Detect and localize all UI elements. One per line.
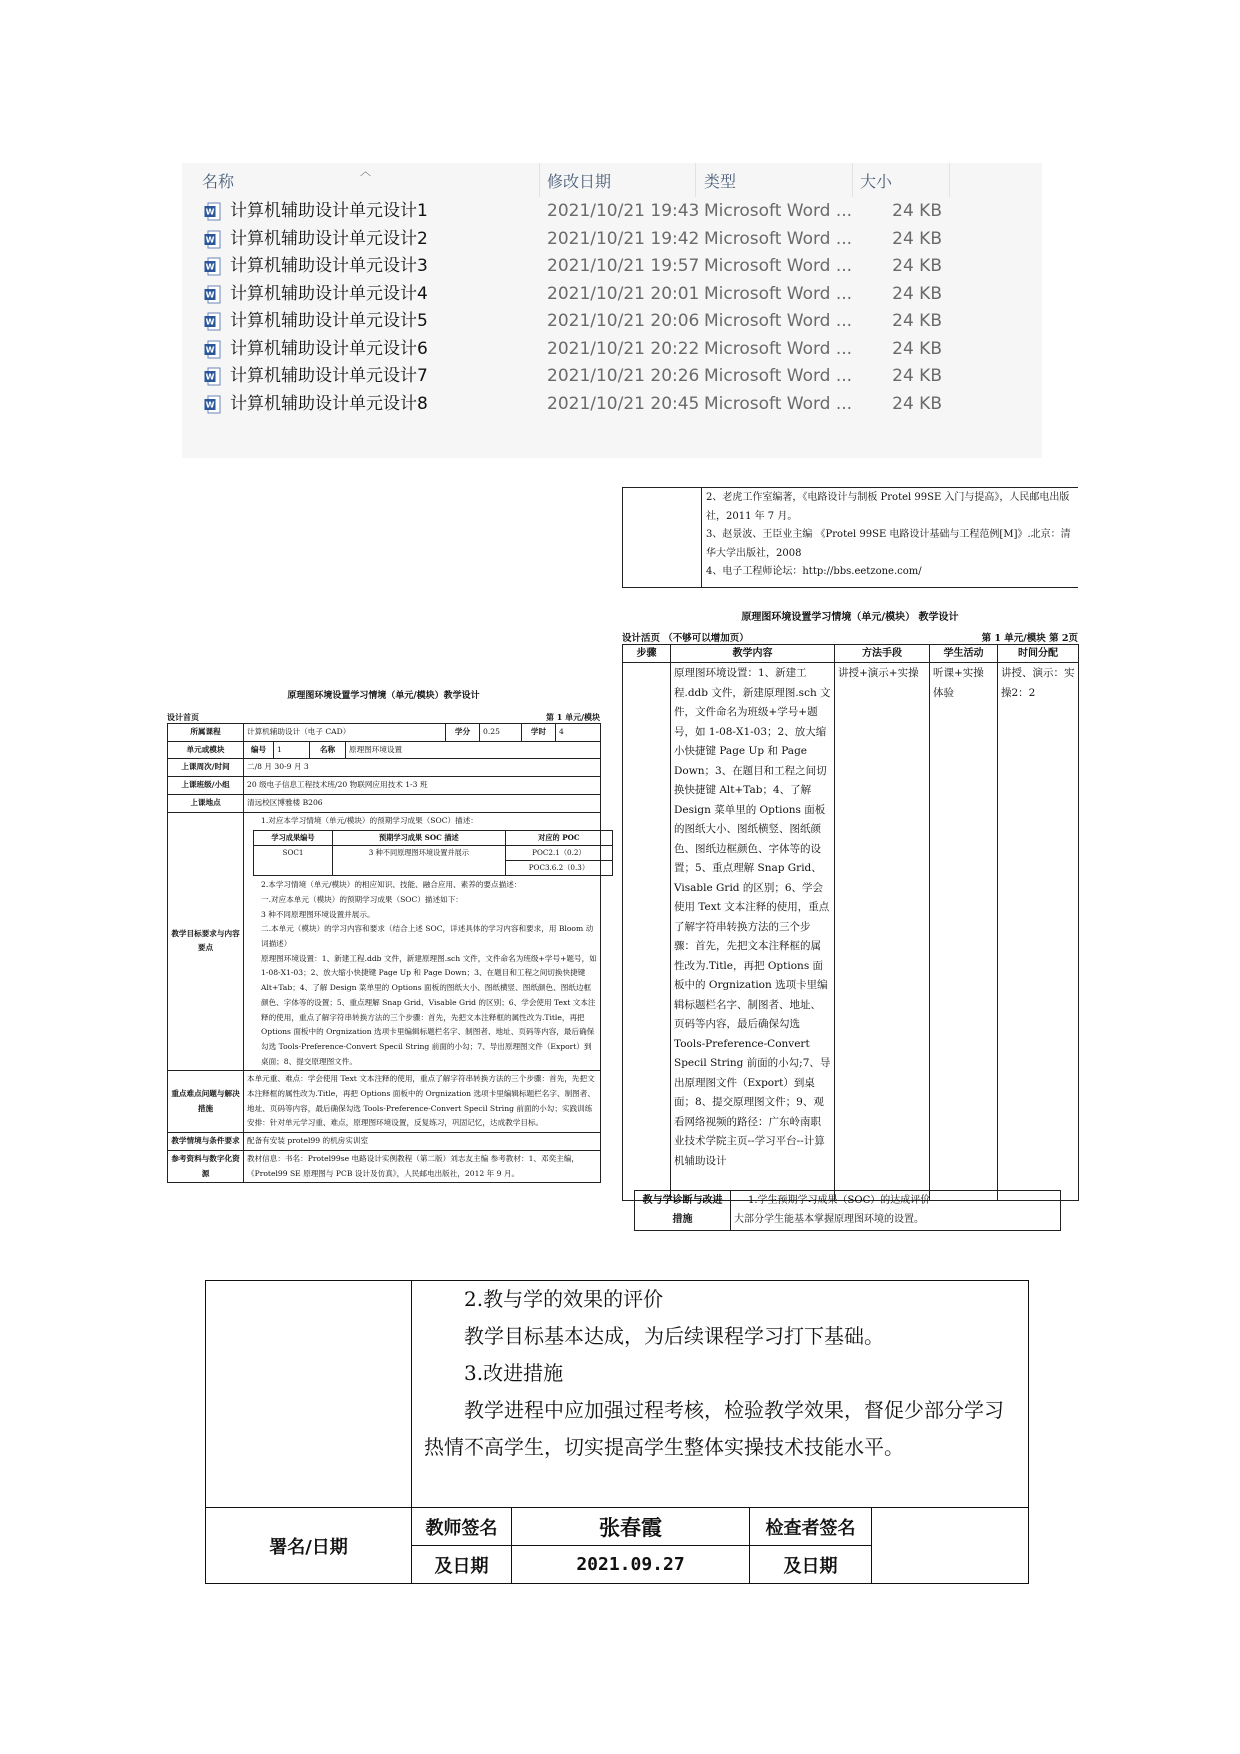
week-label: 上课周次/时间 — [168, 759, 244, 777]
file-modified: 2021/10/21 20:22 — [547, 338, 700, 359]
unit-design-front-page — [167, 688, 600, 1183]
soc-poc-2: POC3.6.2（0.3） — [505, 861, 612, 876]
activity-cell: 听课+实操体验 — [930, 663, 998, 1201]
section-heading: 3.改进措施 — [464, 1361, 564, 1385]
column-header-name[interactable]: 名称 — [202, 172, 235, 191]
course-label: 所属课程 — [168, 724, 244, 742]
file-size: 24 KB — [892, 201, 942, 221]
header-method: 方法手段 — [835, 645, 930, 663]
column-header-modified[interactable]: 修改日期 — [547, 172, 612, 191]
file-size: 24 KB — [892, 338, 942, 359]
file-row[interactable] — [182, 198, 1042, 225]
goals-intro: 1.对应本学习情境（单元/模块）的预期学习成果（SOC）描述： — [261, 815, 478, 825]
file-modified: 2021/10/21 19:43 — [547, 201, 700, 221]
file-modified: 2021/10/21 19:42 — [547, 228, 700, 249]
file-name[interactable]: 计算机辅助设计单元设计2 — [230, 228, 428, 249]
soc-desc: 3 种不同原理图环境设置并展示 — [333, 846, 506, 876]
goals-text: 一.对应本单元（模块）的预期学习成果（SOC）描述如下： — [261, 894, 463, 904]
unit-label: 第 1 单元/模块 第 2页 — [981, 633, 1078, 644]
file-size: 24 KB — [892, 393, 942, 414]
word-document-icon — [204, 257, 221, 276]
file-type: Microsoft Word ... — [704, 338, 853, 359]
diagnosis-table — [634, 1190, 1061, 1231]
conditions-label: 教学情境与条件要求 — [168, 1133, 244, 1151]
soc-header-desc: 预期学习成果 SOC 描述 — [333, 831, 506, 846]
file-name[interactable]: 计算机辅助设计单元设计4 — [230, 283, 428, 304]
file-size: 24 KB — [892, 366, 942, 386]
number-value: 1 — [274, 741, 310, 759]
soc-header-poc: 对应的 POC — [505, 831, 612, 846]
header-step: 步骤 — [623, 645, 671, 663]
svg-text:W: W — [205, 207, 215, 217]
time-cell: 讲授、演示：实操2：2 — [998, 663, 1079, 1201]
file-row[interactable] — [182, 281, 1042, 308]
diagnosis-line: 1.学生预期学习成果（SOC）的达成评价 — [748, 1195, 931, 1206]
section-text: 教学进程中应加强过程考核，检验教学效果，督促少部分学习热情不高学生，切实提高学生整体实操技术技能水平。 — [424, 1398, 1004, 1459]
file-row[interactable] — [182, 391, 1042, 418]
header-time: 时间分配 — [998, 645, 1079, 663]
section-text: 教学目标基本达成，为后续课程学习打下基础。 — [464, 1324, 884, 1348]
svg-text:W: W — [205, 262, 215, 272]
file-size: 24 KB — [892, 283, 942, 304]
column-header-type[interactable]: 类型 — [704, 172, 737, 191]
svg-text:W: W — [205, 290, 215, 300]
week-value: 二/8 月 30-9 月 3 — [244, 759, 601, 777]
step-cell — [623, 663, 671, 1201]
soc-table — [253, 830, 613, 876]
unit-design-loose-page — [622, 608, 1078, 1201]
place-value: 清远校区博雅楼 B206 — [244, 794, 601, 812]
diagnosis-content — [731, 1191, 1061, 1231]
file-type: Microsoft Word ... — [704, 283, 853, 304]
goals-text: 原理图环境设置：1、新建工程.ddb 文件，新建原理图.sch 文件，文件命名为班级+学号+题号，如 1-08-X1-03；2、放大缩小快捷键 Page Up 和 Page Down；3、在题目和工程之间切换快捷键 Alt+Tab；4、了解 Design 菜单里的 Options 面板的图纸大小、图纸横竖、图纸颜色、图纸边框颜色、字体等的设置；5、重点理解 Snap Grid、Visable Grid 的区别；6、学会使用 Text 文本注释的使用，重点了解字符串转换方法的三个步骤：首先，先把文本注释框的属性改为.Title，再把 Options 面板中的 Orgnization 选项卡里编辑标题栏名字、制图者、地址、页码等内容，最后确保勾选 Tools-Preference-Convert Specil String 前面的小勾；7、导出原理图文件（Export）到桌面；8、提交原理图文件。 — [261, 953, 597, 1066]
soc-id: SOC1 — [254, 846, 333, 876]
word-document-icon — [204, 395, 221, 414]
sort-ascending-icon: ︿ — [360, 165, 371, 178]
sign-date: 2021.09.27 — [512, 1546, 750, 1584]
keypoints-label: 重点难点问题与解决措施 — [168, 1071, 244, 1133]
svg-text:W: W — [205, 235, 215, 245]
file-modified: 2021/10/21 20:01 — [547, 283, 700, 304]
empty-label-cell — [206, 1281, 412, 1508]
header-content: 教学内容 — [671, 645, 835, 663]
resources-label: 参考资料与数字化资源 — [168, 1150, 244, 1182]
column-header-size[interactable]: 大小 — [860, 172, 893, 191]
file-modified: 2021/10/21 20:06 — [547, 311, 700, 331]
class-value: 20 级电子信息工程技术班/20 物联网应用技术 1-3 班 — [244, 777, 601, 795]
keypoints-text: 本单元重、难点：学会使用 Text 文本注释的使用，重点了解字符串转换方法的三个步骤：首先，先把文本注释框的属性改为.Title，再把 Options 面板中的 Orgnization 选项卡里编辑标题栏名字、制图者、地址、页码等内容，最后确保勾选 Tools-Preference-Convert Specil String 前面的小勾；实践训练安排：针对单元学习重、难点，原理图环境设置，反复练习，巩固记忆，达成教学目标。 — [244, 1071, 601, 1133]
word-document-icon — [204, 340, 221, 359]
soc-poc-1: POC2.1（0.2） — [505, 846, 612, 861]
file-name[interactable]: 计算机辅助设计单元设计8 — [230, 393, 428, 414]
hours-label: 学时 — [522, 724, 556, 742]
column-divider[interactable] — [852, 163, 853, 197]
checker-value — [872, 1508, 1029, 1584]
svg-text:W: W — [205, 372, 215, 382]
evaluation-signature-table — [205, 1280, 1028, 1584]
file-modified: 2021/10/21 19:57 — [547, 256, 700, 276]
column-divider[interactable] — [695, 163, 696, 197]
goals-content — [244, 812, 601, 1071]
svg-text:W: W — [205, 400, 215, 410]
goals-text: 二.本单元（模块）的学习内容和要求（结合上述 SOC，详述具体的学习内容和要求，用 Bloom 动词描述） — [261, 924, 594, 949]
soc-header-no: 学习成果编号 — [254, 831, 333, 846]
credit-label: 学分 — [446, 724, 480, 742]
file-name[interactable]: 计算机辅助设计单元设计5 — [230, 311, 428, 331]
file-modified: 2021/10/21 20:45 — [547, 393, 700, 414]
diagnosis-snippet — [634, 1190, 1060, 1231]
diagnosis-label: 教与学诊断与改进措施 — [635, 1191, 731, 1231]
goals-text: 3 种不同原理图环境设置并展示。 — [261, 909, 375, 919]
reference-item: 3、赵景波、王臣业主编 《Protel 99SE 电路设计基础与工程范例[M]》.北京：清华大学出版社，2008 — [706, 529, 1071, 559]
file-size: 24 KB — [892, 311, 942, 331]
file-name[interactable]: 计算机辅助设计单元设计7 — [230, 366, 428, 386]
svg-text:W: W — [205, 345, 215, 355]
unit-label: 第 1 单元/模块 — [545, 712, 600, 722]
page-label: 设计首页 — [167, 712, 199, 722]
header-activity: 学生活动 — [930, 645, 998, 663]
goals-text: 2.本学习情境（单元/模块）的相应知识、技能、融合应用、素养的要点描述： — [261, 880, 522, 890]
number-label: 编号 — [244, 741, 274, 759]
file-explorer-list — [182, 163, 1042, 458]
file-type: Microsoft Word ... — [704, 256, 853, 276]
checker-date-label: 及日期 — [750, 1546, 872, 1584]
file-row[interactable] — [182, 226, 1042, 253]
teacher-name: 张春霞 — [512, 1508, 750, 1546]
file-name[interactable]: 计算机辅助设计单元设计1 — [230, 201, 428, 221]
file-size: 24 KB — [892, 256, 942, 276]
hours-value: 4 — [556, 724, 601, 742]
file-name[interactable]: 计算机辅助设计单元设计6 — [230, 338, 428, 359]
file-row[interactable] — [182, 253, 1042, 280]
doc-title: 原理图环境设置学习情境（单元/模块） 教学设计 — [741, 612, 959, 623]
file-name[interactable]: 计算机辅助设计单元设计3 — [230, 256, 428, 276]
goals-label: 教学目标要求与内容要点 — [168, 812, 244, 1071]
teaching-steps-table — [622, 644, 1079, 1201]
file-row[interactable] — [182, 336, 1042, 363]
method-cell: 讲授+演示+实操 — [835, 663, 930, 1201]
course-info-table — [167, 723, 601, 1183]
word-document-icon — [204, 202, 221, 221]
name-value: 原理图环境设置 — [346, 741, 601, 759]
sign-date-label: 署名/日期 — [206, 1508, 412, 1584]
evaluation-content — [412, 1281, 1029, 1508]
file-modified: 2021/10/21 20:26 — [547, 366, 700, 386]
file-type: Microsoft Word ... — [704, 228, 853, 249]
reference-item: 2、老虎工作室编著，《电路设计与制板 Protel 99SE 入门与提高》，人民邮电出版社，2011 年 7 月。 — [706, 492, 1070, 522]
file-type: Microsoft Word ... — [704, 311, 853, 331]
word-document-icon — [204, 367, 221, 386]
word-document-icon — [204, 312, 221, 331]
teacher-date-label: 及日期 — [412, 1546, 512, 1584]
svg-text:W: W — [205, 317, 215, 327]
content-cell: 原理图环境设置：1、新建工程.ddb 文件，新建原理图.sch 文件，文件命名为班级+学号+题号，如 1-08-X1-03；2、放大缩小快捷键 Page Up 和 Page Down；3、在题目和工程之间切换快捷键 Alt+Tab；4、了解 Design 菜单里的 Options 面板的图纸大小、图纸横竖、图纸颜色、图纸边框颜色、字体等的设置；5、重点理解 Snap Grid、Visable Grid 的区别；6、学会使用 Text 文本注释的使用，重点了解字符串转换方法的三个步骤：首先，先把文本注释框的属性改为.Title，再把 Options 面板中的 Orgnization 选项卡里编辑标题栏名字、制图者、地址、页码等内容，最后确保勾选 Tools-Preference-Convert Specil String 前面的小勾;7、导出原理图文件（Export）到桌面；8、提交原理图文件；9、观看网络视频的路径：广东岭南职业技术学院主页--学习平台--计算机辅助设计 — [671, 663, 835, 1201]
word-document-icon — [204, 230, 221, 249]
reference-item: 4、电子工程师论坛：http://bbs.eetzone.com/ — [706, 566, 922, 577]
unit-row-label: 单元或模块 — [168, 741, 244, 759]
page-label: 设计活页 （不够可以增加页） — [622, 633, 749, 644]
references-snippet — [622, 487, 1078, 587]
class-label: 上课班级/小组 — [168, 777, 244, 795]
file-type: Microsoft Word ... — [704, 393, 853, 414]
resources-text: 教材信息：书名：Protel99se 电路设计实例教程（第二版）刘志友主编 参考教材：1、邓奕主编，《Protel99 SE 原理图与 PCB 设计及仿真》，人民邮电出版社，2012 年 9 月。 — [244, 1150, 601, 1182]
doc-title: 原理图环境设置学习情境（单元/模块）教学设计 — [287, 691, 480, 701]
teacher-sign-label: 教师签名 — [412, 1508, 512, 1546]
conditions-text: 配备有安装 protel99 的机房实训室 — [244, 1133, 601, 1151]
diagnosis-line: 大部分学生能基本掌握原理图环境的设置。 — [734, 1213, 924, 1225]
checker-sign-label: 检查者签名 — [750, 1508, 872, 1546]
word-document-icon — [204, 285, 221, 304]
course-value: 计算机辅助设计（电子 CAD） — [244, 724, 446, 742]
column-divider[interactable] — [949, 163, 950, 197]
file-type: Microsoft Word ... — [704, 366, 853, 386]
file-row[interactable] — [182, 308, 1042, 335]
name-label: 名称 — [310, 741, 346, 759]
file-row[interactable] — [182, 363, 1042, 390]
place-label: 上课地点 — [168, 794, 244, 812]
file-type: Microsoft Word ... — [704, 201, 853, 221]
column-divider[interactable] — [539, 163, 540, 197]
section-heading: 2.教与学的效果的评价 — [464, 1287, 664, 1311]
credit-value: 0.25 — [480, 724, 522, 742]
file-size: 24 KB — [892, 228, 942, 249]
